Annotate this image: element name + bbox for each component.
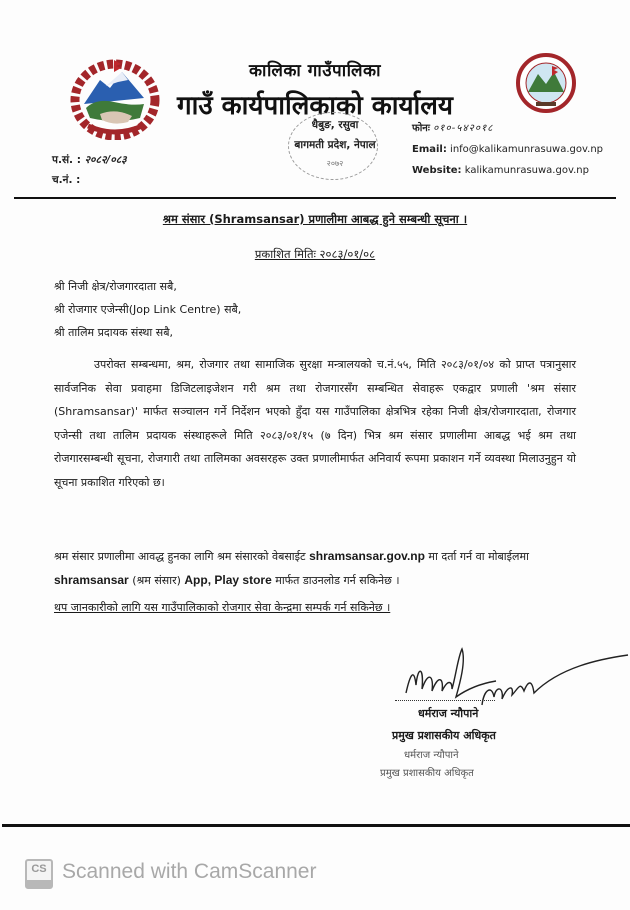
website-row — [412, 160, 603, 181]
recipient-item: श्री निजी क्षेत्र/रोजगारदाता सबै, — [54, 280, 177, 293]
stamp-signer-name: धर्मराज न्यौपाने — [404, 750, 459, 761]
notice-body: उपरोक्त सम्बन्धमा, श्रम, रोजगार तथा सामाजिक सुरक्षा मन्त्रालयको च.नं.५५, मिति २०८३/०१/०४ को प्राप्त पत्रानुसार सार्वजनिक सेवा प्रवाहमा डिजिटलाइजेशन गरी श्रम तथा रोजगारसँग सम्बन्धित सेवाहरू एकद्वार प्रणाली 'श्रम संसार (Shramsansar)' मार्फत सञ्चालन गर्ने निर्देशन भएको हुँदा यस गाउँपालिका क्षेत्रभित्र रहेका निजी क्षेत्र/रोजगारदाता, रोजगार एजेन्सी तथा तालिम प्रदायक संस्थाहरूले मिति २०८३/०१/१५ (७ दिन) भित्र श्रम संसार प्रणालीमा आबद्ध भई श्रम तथा रोजगारसम्बन्धी सूचना, रोजगारी तथा तालिमका अवसरहरू उक्त प्रणालीमार्फत अनिवार्य रूपमा प्रकाशन गर्ने व्यवस्था मिलाउनुहुन यो सूचना प्रकाशित गरिएको छ। — [54, 358, 576, 489]
contact-block — [412, 118, 603, 181]
reference-label: प.सं. : — [52, 154, 81, 166]
address-line-1: धैबुङ, रसुवा — [311, 119, 359, 131]
address-line-2: बागमती प्रदेश, नेपाल — [294, 139, 376, 151]
signature-line — [395, 700, 495, 701]
stamp-year: २०७२ — [326, 159, 344, 168]
reference-value: २०८२/०८३ — [84, 154, 127, 166]
municipality-name: कालिका गाउँपालिका — [248, 61, 381, 81]
play-store-text: App, Play store — [184, 572, 272, 587]
recipient-item: श्री रोजगार एजेन्सी(Jop Link Centre) सबै, — [54, 303, 242, 316]
office-name: गाउँ कार्यपालिकाको कार्यालय — [177, 91, 453, 121]
registration-text-1: श्रम संसार प्रणालीमा आवद्ध हुनका लागि श्रम संसारको वेबसाईट — [54, 550, 310, 563]
header-divider — [14, 197, 616, 199]
app-name: shramsansar — [54, 572, 129, 587]
email-label: Email: — [412, 144, 447, 155]
registration-text-3: (श्रम संसार) — [128, 573, 185, 587]
registration-paragraph — [54, 545, 584, 592]
website-value[interactable]: kalikamunrasuwa.gov.np — [464, 165, 589, 176]
shramsansar-website-link[interactable]: shramsansar.gov.np — [309, 549, 425, 563]
website-label: Website: — [412, 165, 462, 176]
reference-number-row — [52, 150, 127, 170]
camscanner-icon — [25, 859, 53, 889]
dispatch-label: च.नं. : — [52, 174, 81, 186]
published-date: प्रकाशित मितिः २०८३/०१/०८ — [254, 247, 376, 261]
camscanner-icon-label: CS — [31, 863, 47, 875]
recipient-item: श्री तालिम प्रदायक संस्था सबै, — [54, 326, 173, 339]
camscanner-icon-bar — [27, 880, 51, 887]
phone-label: फोनः — [412, 123, 430, 134]
registration-text-2: मा दर्ता गर्न वा मोबाईलमा — [424, 550, 529, 563]
signer-title: प्रमुख प्रशासकीय अधिकृत — [392, 729, 496, 742]
signer-name: धर्मराज न्यौपाने — [418, 707, 479, 720]
phone-row — [412, 118, 603, 139]
dispatch-number-row — [52, 170, 127, 190]
registration-text-4: मार्फत डाउनलोड गर्न सकिनेछ । — [271, 573, 400, 587]
contact-note: थप जानकारीको लागि यस गाउँपालिकाको रोजगार सेवा केन्द्रमा सम्पर्क गर्न सकिनेछ । — [54, 601, 391, 614]
office-address-stamp — [270, 110, 400, 182]
reference-block — [52, 150, 127, 190]
scanner-watermark: Scanned with CamScanner — [62, 860, 317, 883]
phone-value: ०१०-५४२०१८ — [433, 123, 494, 134]
footer-divider — [2, 824, 630, 827]
email-row — [412, 139, 603, 160]
notice-title: श्रम संसार (Shramsansar) प्रणालीमा आबद्ध हुने सम्बन्धी सूचना । — [162, 212, 468, 226]
email-value[interactable]: info@kalikamunrasuwa.gov.np — [450, 144, 604, 155]
recipient-list — [54, 275, 241, 344]
stamp-signer-title: प्रमुख प्रशासकीय अधिकृत — [380, 768, 474, 779]
